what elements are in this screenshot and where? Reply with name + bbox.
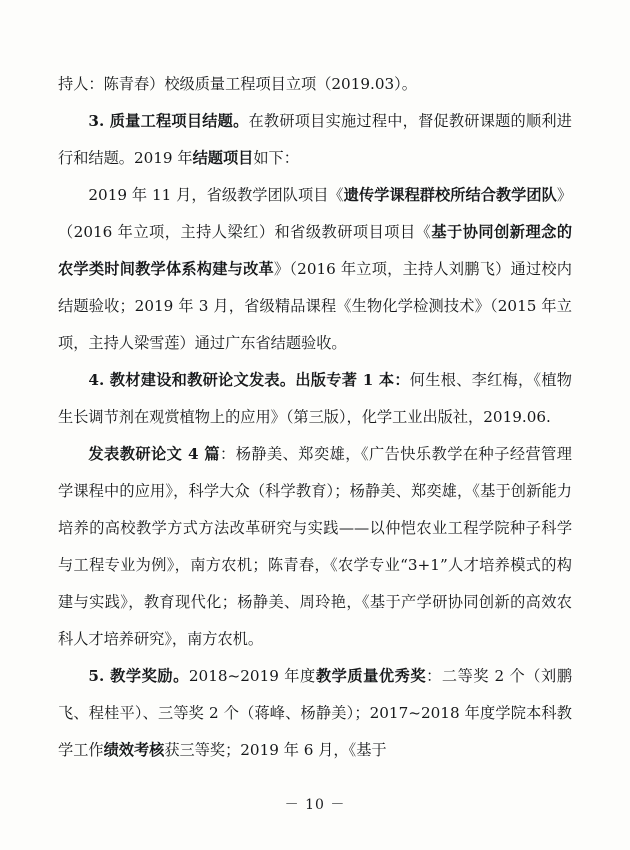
text-run-1: 何生根、李红梅，《植物生长调节剂在观赏植物上的应用》（第三版），化学工业出版社，2019.06. (58, 371, 572, 426)
text-run-1: 在教研项目实施过程中，督促教研课题的顺利进行和结题。2019 年 (58, 112, 572, 167)
emphasis-run-0: 3. 质量工程项目结题。 (88, 112, 249, 130)
emphasis-run-0: 发表教研论文 4 篇 (88, 445, 221, 463)
text-run-0: 持人：陈青春）校级质量工程项目立项（2019.03）。 (58, 75, 417, 93)
document-body (58, 66, 572, 769)
emphasis-run-1: 遗传学课程群校所结合教学团队 (343, 186, 557, 204)
emphasis-run-2: 结题项目 (192, 149, 254, 167)
text-run-1: 2018~2019 年度 (188, 667, 316, 685)
text-run-2: 》（2016 年立项，主持人梁红）和省级教研项目项目《 (58, 186, 573, 241)
text-run-4: 》（2016 年立项，主持人刘鹏飞）通过校内结题验收；2019 年 3 月，省级精品课程《生物化学检测技术》（2015 年立项，主持人梁雪莲）通过广东省结题验收。 (58, 260, 572, 352)
text-run-1: ：杨静美、郑奕雄，《广告快乐教学在种子经营管理学课程中的应用》，科学大众（科学教育）；杨静美、郑奕雄，《基于创新能力培养的高校教学方式方法改革研究与实践——以仲恺农业工程学院种子科学与工程专业为例》，南方农机；陈青春，《农学专业“3+1”人才培养模式的构建与实践》，教育现代化；杨静美、周玲艳，《基于产学研协同创新的高效农科人才培养研究》，南方农机。 (58, 445, 572, 648)
paragraph-item-4 (58, 362, 572, 436)
paragraph-item-5 (58, 658, 572, 769)
paragraph-item-4-detail (58, 436, 572, 658)
text-run-5: 获三等奖；2019 年 6 月，《基于 (164, 741, 387, 759)
emphasis-run-0: 5. 教学奖励。 (88, 667, 189, 685)
paragraph-item-3 (58, 103, 572, 177)
paragraph-item-3-detail (58, 177, 572, 362)
emphasis-run-2: 教学质量优秀奖 (315, 667, 427, 685)
text-run-0: 2019 年 11 月，省级教学团队项目《 (88, 186, 344, 204)
page-number: － 10 － (284, 797, 346, 813)
text-run-3: ：二等奖 2 个（刘鹏飞、程桂平）、三等奖 2 个（蒋峰、杨静美）；2017~2018 年度学院本科教学工作 (58, 667, 573, 759)
emphasis-run-3: 基于协同创新理念的农学类时间教学体系构建与改革 (58, 223, 573, 278)
text-run-3: 如下： (253, 149, 299, 167)
emphasis-run-0: 4. 教材建设和教研论文发表。出版专著 1 本： (88, 371, 410, 389)
emphasis-run-4: 绩效考核 (103, 741, 165, 759)
paragraph-continuation (58, 66, 572, 103)
